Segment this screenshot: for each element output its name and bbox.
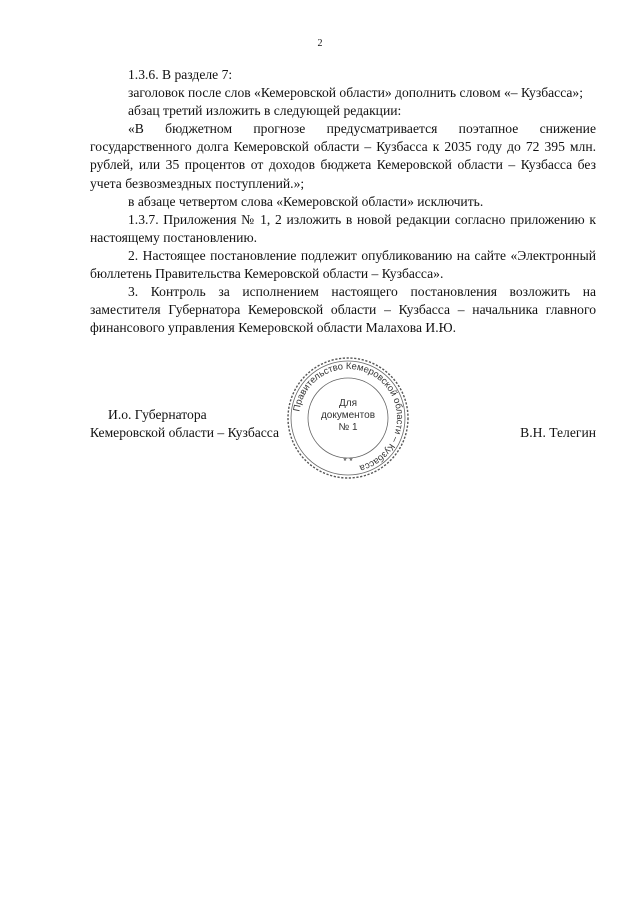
- signatory-title: И.о. Губернатора: [108, 407, 207, 422]
- seal-graphic: [286, 356, 410, 480]
- paragraph-heading-change: заголовок после слов «Кемеровской области» дополнить словом «– Кузбасса»;: [128, 85, 584, 101]
- seal-line-3: № 1: [338, 422, 358, 433]
- seal-line-2: документов: [320, 410, 376, 421]
- signatory-name: В.Н. Телегин: [520, 425, 596, 440]
- paragraph-control: 3. Контроль за исполнением настоящего постановления возложить на заместителя Губернатора Кемеровской области – Кузбасса – начальника главного финансового управления Кемеровской области Малахова И.Ю.: [90, 284, 596, 336]
- paragraph-budget-forecast: «В бюджетном прогнозе предусматривается поэтапное снижение государственного долга Кемеровской области – Кузбасса к 2035 году до 72 395 млн. рублей, или 35 процентов от доходов бюджета Кемеровской области – Кузбасса без учета безвозмездных поступлений.»;: [90, 121, 596, 191]
- paragraph-section-1-3-6: 1.3.6. В разделе 7:: [128, 67, 233, 82]
- seal-ring-text: Правительство Кемеровской области – Кузбасса: [290, 359, 407, 475]
- document-body: [90, 66, 596, 337]
- paragraph-publication: 2. Настоящее постановление подлежит опубликованию на сайте «Электронный бюллетень Правительства Кемеровской области – Кузбасса».: [90, 247, 596, 282]
- seal-stars: * *: [343, 456, 353, 466]
- official-seal: [286, 356, 410, 480]
- page-number: 2: [317, 38, 323, 49]
- paragraph-third-abzac: абзац третий изложить в следующей редакции:: [128, 103, 402, 119]
- paragraph-fourth-abzac: в абзаце четвертом слова «Кемеровской области» исключить.: [128, 193, 484, 209]
- paragraph-section-1-3-7: 1.3.7. Приложения № 1, 2 изложить в новой редакции согласно приложению к настоящему постановлению.: [90, 211, 596, 245]
- signatory-region: Кемеровской области – Кузбасса: [90, 425, 280, 440]
- seal-line-1: Для: [338, 398, 358, 409]
